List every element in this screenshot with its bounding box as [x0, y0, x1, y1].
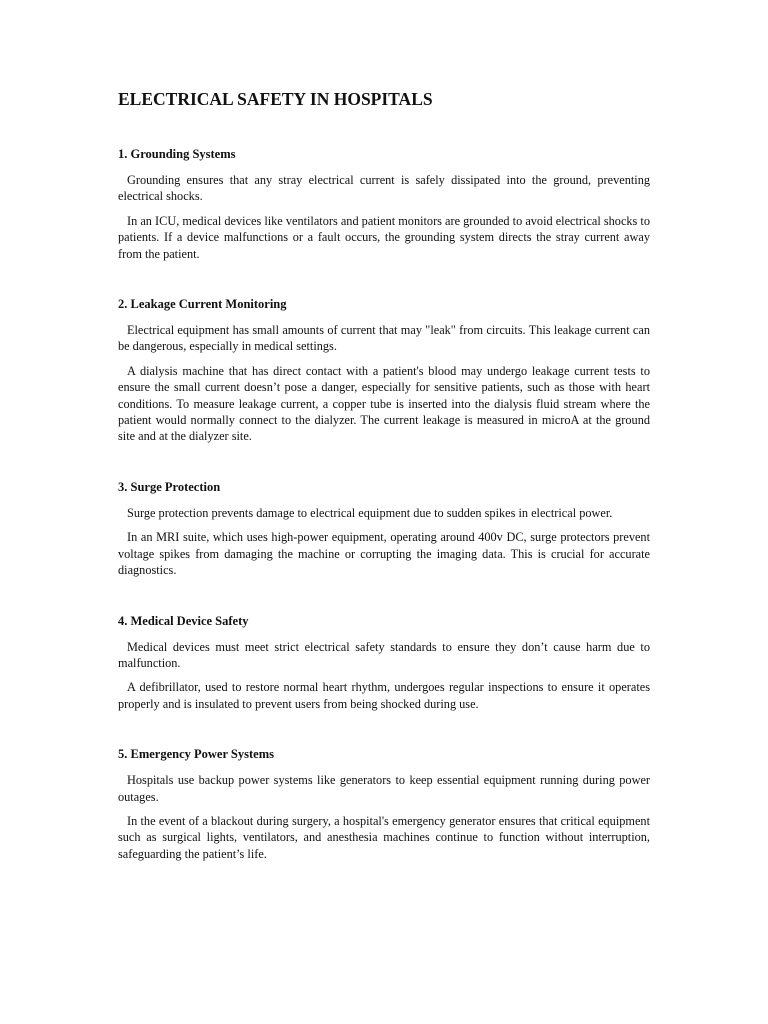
- section-paragraph: Electrical equipment has small amounts of current that may "leak" from circuits. This leakage current can be dangerous, especially in medical settings.: [118, 323, 650, 354]
- section-paragraph: Hospitals use backup power systems like generators to keep essential equipment running during power outages.: [118, 773, 650, 804]
- document-page: [118, 87, 650, 896]
- section-heading: 1. Grounding Systems: [118, 147, 236, 161]
- section-heading: 2. Leakage Current Monitoring: [118, 297, 287, 312]
- section-paragraph: Grounding ensures that any stray electrical current is safely dissipated into the ground, preventing electrical shocks.: [118, 173, 650, 204]
- section-leakage-current-monitoring: [118, 296, 650, 445]
- section-paragraph: A dialysis machine that has direct contact with a patient's blood may undergo leakage current tests to ensure the small current doesn’t pose a danger, especially for sensitive patients, such as those with heart conditions. To measure leakage current, a copper tube is inserted into the dialysis fluid stream where the patient would normally connect to the dialyzer. The current leakage is measured in microA at the ground site and at the dialyzer site.: [118, 363, 650, 444]
- section-surge-protection: [118, 479, 650, 579]
- section-medical-device-safety: [118, 613, 650, 713]
- section-paragraph: In the event of a blackout during surgery, a hospital's emergency generator ensures that critical equipment such as surgical lights, ventilators, and anesthesia machines continue to function without interruption, safeguarding the patient’s life.: [118, 813, 650, 861]
- section-heading: 4. Medical Device Safety: [118, 613, 249, 628]
- section-paragraph: Medical devices must meet strict electrical safety standards to ensure they don’t cause harm due to malfunction.: [118, 639, 650, 670]
- document-title: ELECTRICAL SAFETY IN HOSPITALS: [118, 89, 433, 109]
- section-paragraph: Surge protection prevents damage to electrical equipment due to sudden spikes in electrical power.: [127, 505, 613, 520]
- section-paragraph: A defibrillator, used to restore normal heart rhythm, undergoes regular inspections to ensure it operates properly and is insulated to prevent users from being shocked during use.: [118, 680, 650, 711]
- section-paragraph: In an ICU, medical devices like ventilators and patient monitors are grounded to avoid electrical shocks to patients. If a device malfunctions or a fault occurs, the grounding system directs the stray current away from the patient.: [118, 213, 650, 261]
- section-paragraph: In an MRI suite, which uses high-power equipment, operating around 400v DC, surge protectors prevent voltage spikes from damaging the machine or corrupting the imaging data. This is crucial for accurate diagnostics.: [118, 530, 650, 578]
- section-grounding-systems: [118, 146, 650, 262]
- section-heading: 5. Emergency Power Systems: [118, 747, 274, 762]
- section-heading: 3. Surge Protection: [118, 479, 221, 494]
- section-emergency-power-systems: [118, 746, 650, 862]
